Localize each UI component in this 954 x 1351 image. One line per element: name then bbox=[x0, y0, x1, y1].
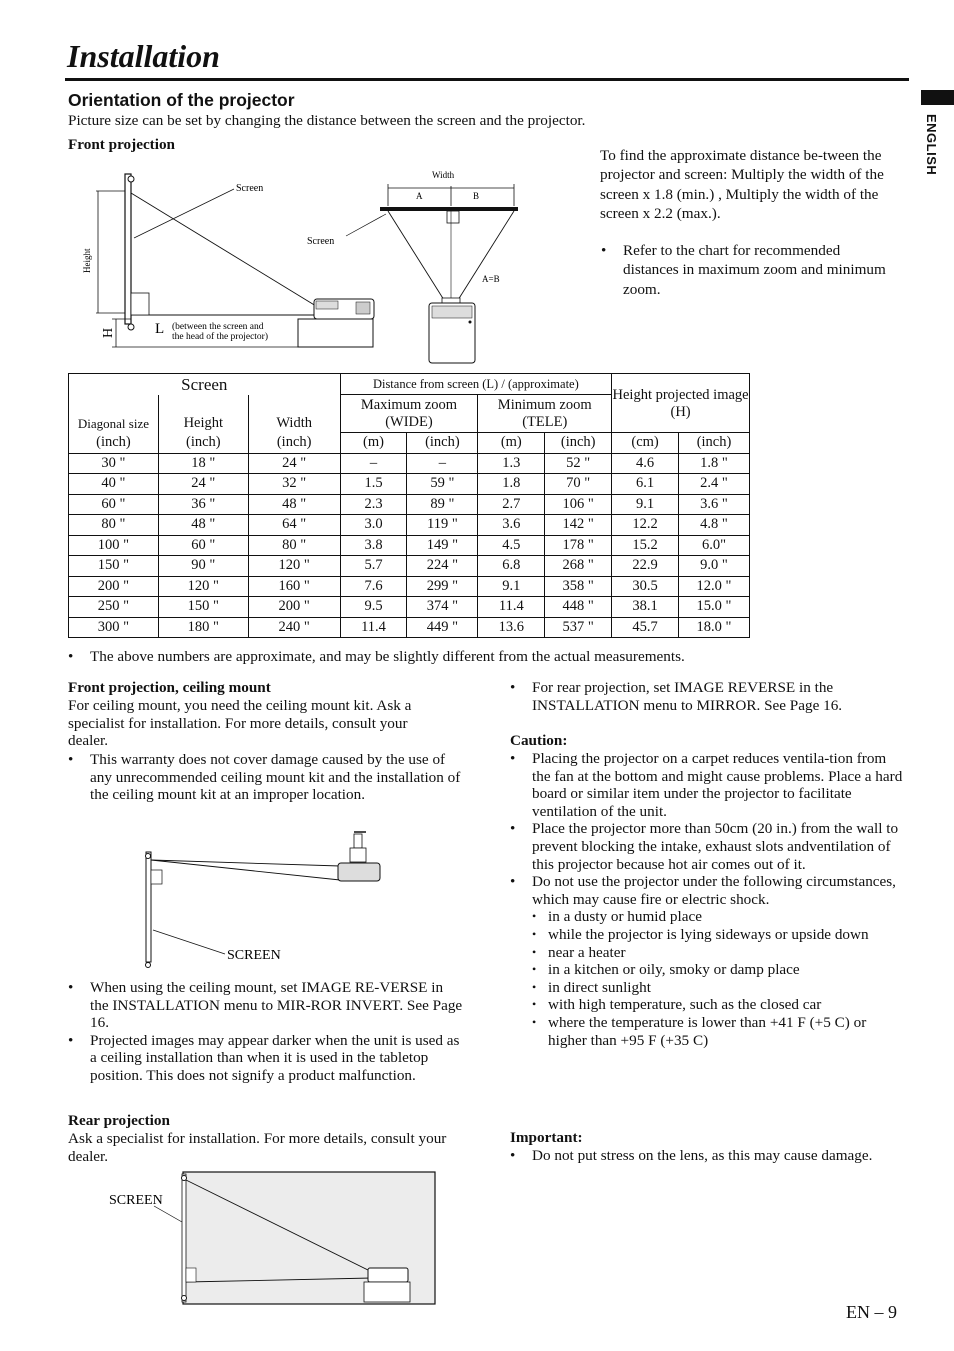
table-cell: 36 " bbox=[158, 494, 248, 515]
table-cell: 299 " bbox=[407, 576, 478, 597]
important-item: • Do not put stress on the lens, as this may cause damage. bbox=[510, 1147, 908, 1165]
table-cell: – bbox=[407, 453, 478, 474]
table-cell: 32 " bbox=[248, 474, 340, 495]
h-label: H bbox=[101, 327, 116, 338]
table-row bbox=[69, 535, 750, 556]
table-cell: 120 " bbox=[158, 576, 248, 597]
table-row bbox=[69, 617, 750, 638]
table-cell: 178 " bbox=[545, 535, 612, 556]
unit-min-m: (m) bbox=[478, 433, 545, 454]
orientation-intro: Picture size can be set by changing the distance between the screen and the projector. bbox=[68, 112, 586, 129]
table-cell: 142 " bbox=[545, 515, 612, 536]
front-projection-label: Front projection bbox=[68, 136, 176, 153]
table-cell: 6.0" bbox=[679, 535, 750, 556]
table-cell: 1.8 bbox=[478, 474, 545, 495]
ceiling-heading: Front projection, ceiling mount bbox=[68, 679, 271, 696]
table-cell: 268 " bbox=[545, 556, 612, 577]
page-number: EN – 9 bbox=[846, 1302, 897, 1322]
language-label: ENGLISH bbox=[924, 114, 939, 176]
table-cell: 40 " bbox=[69, 474, 159, 495]
table-row bbox=[69, 556, 750, 577]
ceiling-bullets-1 bbox=[68, 751, 463, 804]
caution-sub-item: • with high temperature, such as the closed car bbox=[532, 996, 908, 1014]
table-cell: 4.6 bbox=[612, 453, 679, 474]
table-cell: 24 " bbox=[158, 474, 248, 495]
table-cell: 4.8 " bbox=[679, 515, 750, 536]
table-cell: 60 " bbox=[69, 494, 159, 515]
important-heading: Important: bbox=[510, 1129, 583, 1146]
table-cell: 1.5 bbox=[340, 474, 407, 495]
table-cell: 200 " bbox=[69, 576, 159, 597]
unit-cm: (cm) bbox=[612, 433, 679, 454]
ceiling-warranty-bullet: • This warranty does not cover damage caused by the use of any unrecommended ceiling mount kit and the installation of the ceiling mount kit at an improper location. bbox=[68, 751, 463, 804]
caution-item-circumstances bbox=[510, 873, 908, 1049]
rear-text: Ask a specialist for installation. For more details, consult your dealer. bbox=[68, 1130, 447, 1165]
ceiling-image-reverse-bullet: • When using the ceiling mount, set IMAGE RE-VERSE in the INSTALLATION menu to MIR-ROR INVERT. See Page 16. bbox=[68, 979, 463, 1032]
table-cell: 52 " bbox=[545, 453, 612, 474]
table-cell: 4.5 bbox=[478, 535, 545, 556]
table-cell: 374 " bbox=[407, 597, 478, 618]
table-cell: 150 " bbox=[69, 556, 159, 577]
table-cell: 11.4 bbox=[478, 597, 545, 618]
table-cell: 22.9 bbox=[612, 556, 679, 577]
header-distance: Distance from screen (L) / (approximate) bbox=[340, 374, 612, 395]
ceiling-darker-bullet: • Projected images may appear darker when the unit is used as a ceiling installation than when it is used in the tabletop position. This does not signify a product malfunction. bbox=[68, 1032, 463, 1085]
b-label: B bbox=[473, 191, 480, 201]
ceiling-bullets-2 bbox=[68, 979, 463, 1085]
table-cell: 60 " bbox=[158, 535, 248, 556]
header-screen: Screen bbox=[69, 374, 341, 395]
table-cell: 358 " bbox=[545, 576, 612, 597]
table-cell: 160 " bbox=[248, 576, 340, 597]
table-cell: 119 " bbox=[407, 515, 478, 536]
table-cell: 15.0 " bbox=[679, 597, 750, 618]
header-height-projected: Height projected image (H) bbox=[612, 374, 750, 433]
caution-sub-list bbox=[532, 908, 908, 1049]
distance-bullet: • Refer to the chart for recommended distances in maximum zoom and minimum zoom. bbox=[601, 241, 893, 299]
unit-height: (inch) bbox=[158, 433, 248, 454]
front-projection-side-diagram bbox=[76, 158, 386, 368]
caution-list bbox=[510, 750, 908, 1049]
table-row bbox=[69, 576, 750, 597]
table-cell: 3.0 bbox=[340, 515, 407, 536]
unit-width: (inch) bbox=[248, 433, 340, 454]
header-width: Width bbox=[248, 395, 340, 433]
caution-sub-item: • in a dusty or humid place bbox=[532, 908, 908, 926]
table-cell: 300 " bbox=[69, 617, 159, 638]
table-cell: 18.0 " bbox=[679, 617, 750, 638]
ceiling-text: For ceiling mount, you need the ceiling mount kit. Ask a specialist for installation. For more details, consult your dealer. bbox=[68, 697, 412, 750]
table-cell: 1.8 " bbox=[679, 453, 750, 474]
rear-projection-diagram bbox=[100, 1170, 440, 1310]
table-cell: 120 " bbox=[248, 556, 340, 577]
distance-table bbox=[68, 373, 750, 638]
table-cell: 149 " bbox=[407, 535, 478, 556]
table-cell: 7.6 bbox=[340, 576, 407, 597]
table-cell: 48 " bbox=[158, 515, 248, 536]
table-cell: 24 " bbox=[248, 453, 340, 474]
section-heading-orientation: Orientation of the projector bbox=[68, 90, 295, 110]
table-cell: 13.6 bbox=[478, 617, 545, 638]
screen-label-side: Screen bbox=[236, 183, 264, 194]
table-cell: 3.8 bbox=[340, 535, 407, 556]
table-cell: 38.1 bbox=[612, 597, 679, 618]
table-cell: 90 " bbox=[158, 556, 248, 577]
table-cell: 9.0 " bbox=[679, 556, 750, 577]
table-cell: 12.2 bbox=[612, 515, 679, 536]
table-cell: 12.0 " bbox=[679, 576, 750, 597]
caution-sub-item: • while the projector is lying sideways or upside down bbox=[532, 926, 908, 944]
rear-bullets bbox=[510, 679, 908, 714]
rear-heading: Rear projection bbox=[68, 1112, 170, 1129]
table-cell: 9.1 bbox=[612, 494, 679, 515]
screen-label-top: Screen bbox=[307, 236, 335, 247]
caution-item-wall: • Place the projector more than 50cm (20 in.) from the wall to prevent blocking the intake, exhaust slots andventilation of this projector because hot air comes out of it. bbox=[510, 820, 908, 873]
table-cell: 250 " bbox=[69, 597, 159, 618]
table-cell: 2.4 " bbox=[679, 474, 750, 495]
table-row bbox=[69, 453, 750, 474]
table-cell: 45.7 bbox=[612, 617, 679, 638]
table-cell: 1.3 bbox=[478, 453, 545, 474]
language-tab bbox=[921, 90, 954, 105]
table-cell: 3.6 bbox=[478, 515, 545, 536]
table-cell: 449 " bbox=[407, 617, 478, 638]
page-title: Installation bbox=[67, 38, 220, 74]
table-row bbox=[69, 474, 750, 495]
table-cell: 150 " bbox=[158, 597, 248, 618]
table-note: • The above numbers are approximate, and may be slightly different from the actual measurements. bbox=[68, 648, 908, 666]
caution-sub-item: • where the temperature is lower than +41 F (+5 C) or higher than +95 F (+35 C) bbox=[532, 1014, 908, 1049]
table-cell: 9.1 bbox=[478, 576, 545, 597]
table-cell: 6.1 bbox=[612, 474, 679, 495]
table-cell: 30.5 bbox=[612, 576, 679, 597]
table-cell: 240 " bbox=[248, 617, 340, 638]
table-note-list bbox=[68, 648, 908, 666]
caution-sub-item: • in direct sunlight bbox=[532, 979, 908, 997]
header-diagonal: Diagonal size bbox=[69, 395, 159, 433]
height-label: Height bbox=[82, 248, 92, 273]
caution-item-circumstances-text: Do not use the projector under the following circumstances, which may cause fire or electric shock. bbox=[532, 873, 896, 908]
table-cell: 80 " bbox=[69, 515, 159, 536]
table-cell: 15.2 bbox=[612, 535, 679, 556]
l-label: L bbox=[155, 321, 165, 337]
unit-height-inch: (inch) bbox=[679, 433, 750, 454]
table-cell: 6.8 bbox=[478, 556, 545, 577]
front-projection-top-diagram bbox=[307, 164, 526, 368]
table-cell: 448 " bbox=[545, 597, 612, 618]
table-cell: 64 " bbox=[248, 515, 340, 536]
table-row bbox=[69, 597, 750, 618]
table-cell: 89 " bbox=[407, 494, 478, 515]
table-cell: 11.4 bbox=[340, 617, 407, 638]
table-cell: 5.7 bbox=[340, 556, 407, 577]
table-cell: 3.6 " bbox=[679, 494, 750, 515]
caution-heading: Caution: bbox=[510, 732, 568, 749]
table-cell: 2.7 bbox=[478, 494, 545, 515]
caution-sub-item: • in a kitchen or oily, smoky or damp place bbox=[532, 961, 908, 979]
caution-sub-item: • near a heater bbox=[532, 944, 908, 962]
header-max-zoom: Maximum zoom (WIDE) bbox=[340, 395, 478, 433]
title-rule bbox=[65, 78, 909, 81]
table-cell: 30 " bbox=[69, 453, 159, 474]
table-cell: – bbox=[340, 453, 407, 474]
ab-label: A=B bbox=[482, 274, 500, 284]
table-cell: 180 " bbox=[158, 617, 248, 638]
table-cell: 9.5 bbox=[340, 597, 407, 618]
a-label: A bbox=[416, 191, 423, 201]
table-cell: 2.3 bbox=[340, 494, 407, 515]
unit-min-inch: (inch) bbox=[545, 433, 612, 454]
header-height: Height bbox=[158, 395, 248, 433]
table-row bbox=[69, 494, 750, 515]
table-cell: 537 " bbox=[545, 617, 612, 638]
ceiling-screen-label: SCREEN bbox=[227, 948, 281, 963]
caution-item-carpet: • Placing the projector on a carpet reduces ventila-tion from the fan at the bottom and might cause problems. Place a hard board or similar item under the projector to facilitate ventilation of the unit. bbox=[510, 750, 908, 820]
unit-max-m: (m) bbox=[340, 433, 407, 454]
l-note-line2: the head of the projector) bbox=[172, 332, 269, 342]
distance-bullets bbox=[601, 241, 893, 299]
important-list bbox=[510, 1147, 908, 1165]
table-cell: 59 " bbox=[407, 474, 478, 495]
table-cell: 70 " bbox=[545, 474, 612, 495]
ceiling-mount-diagram bbox=[140, 830, 390, 972]
table-cell: 106 " bbox=[545, 494, 612, 515]
table-cell: 48 " bbox=[248, 494, 340, 515]
table-cell: 224 " bbox=[407, 556, 478, 577]
rear-mirror-bullet: • For rear projection, set IMAGE REVERSE in the INSTALLATION menu to MIRROR. See Page 16. bbox=[510, 679, 908, 714]
table-row bbox=[69, 515, 750, 536]
header-min-zoom: Minimum zoom (TELE) bbox=[478, 395, 612, 433]
table-cell: 200 " bbox=[248, 597, 340, 618]
l-note-line1: (between the screen and bbox=[172, 322, 264, 332]
table-cell: 80 " bbox=[248, 535, 340, 556]
unit-max-inch: (inch) bbox=[407, 433, 478, 454]
rear-screen-label: SCREEN bbox=[109, 1193, 163, 1208]
table-cell: 18 " bbox=[158, 453, 248, 474]
unit-diagonal: (inch) bbox=[69, 433, 159, 454]
table-cell: 100 " bbox=[69, 535, 159, 556]
width-label: Width bbox=[432, 170, 455, 180]
distance-instructions: To find the approximate distance be-tween the projector and screen: Multiply the width of the screen x 1.8 (min.) , Multiply the width of the screen x 2.2 (max.). bbox=[600, 147, 884, 222]
